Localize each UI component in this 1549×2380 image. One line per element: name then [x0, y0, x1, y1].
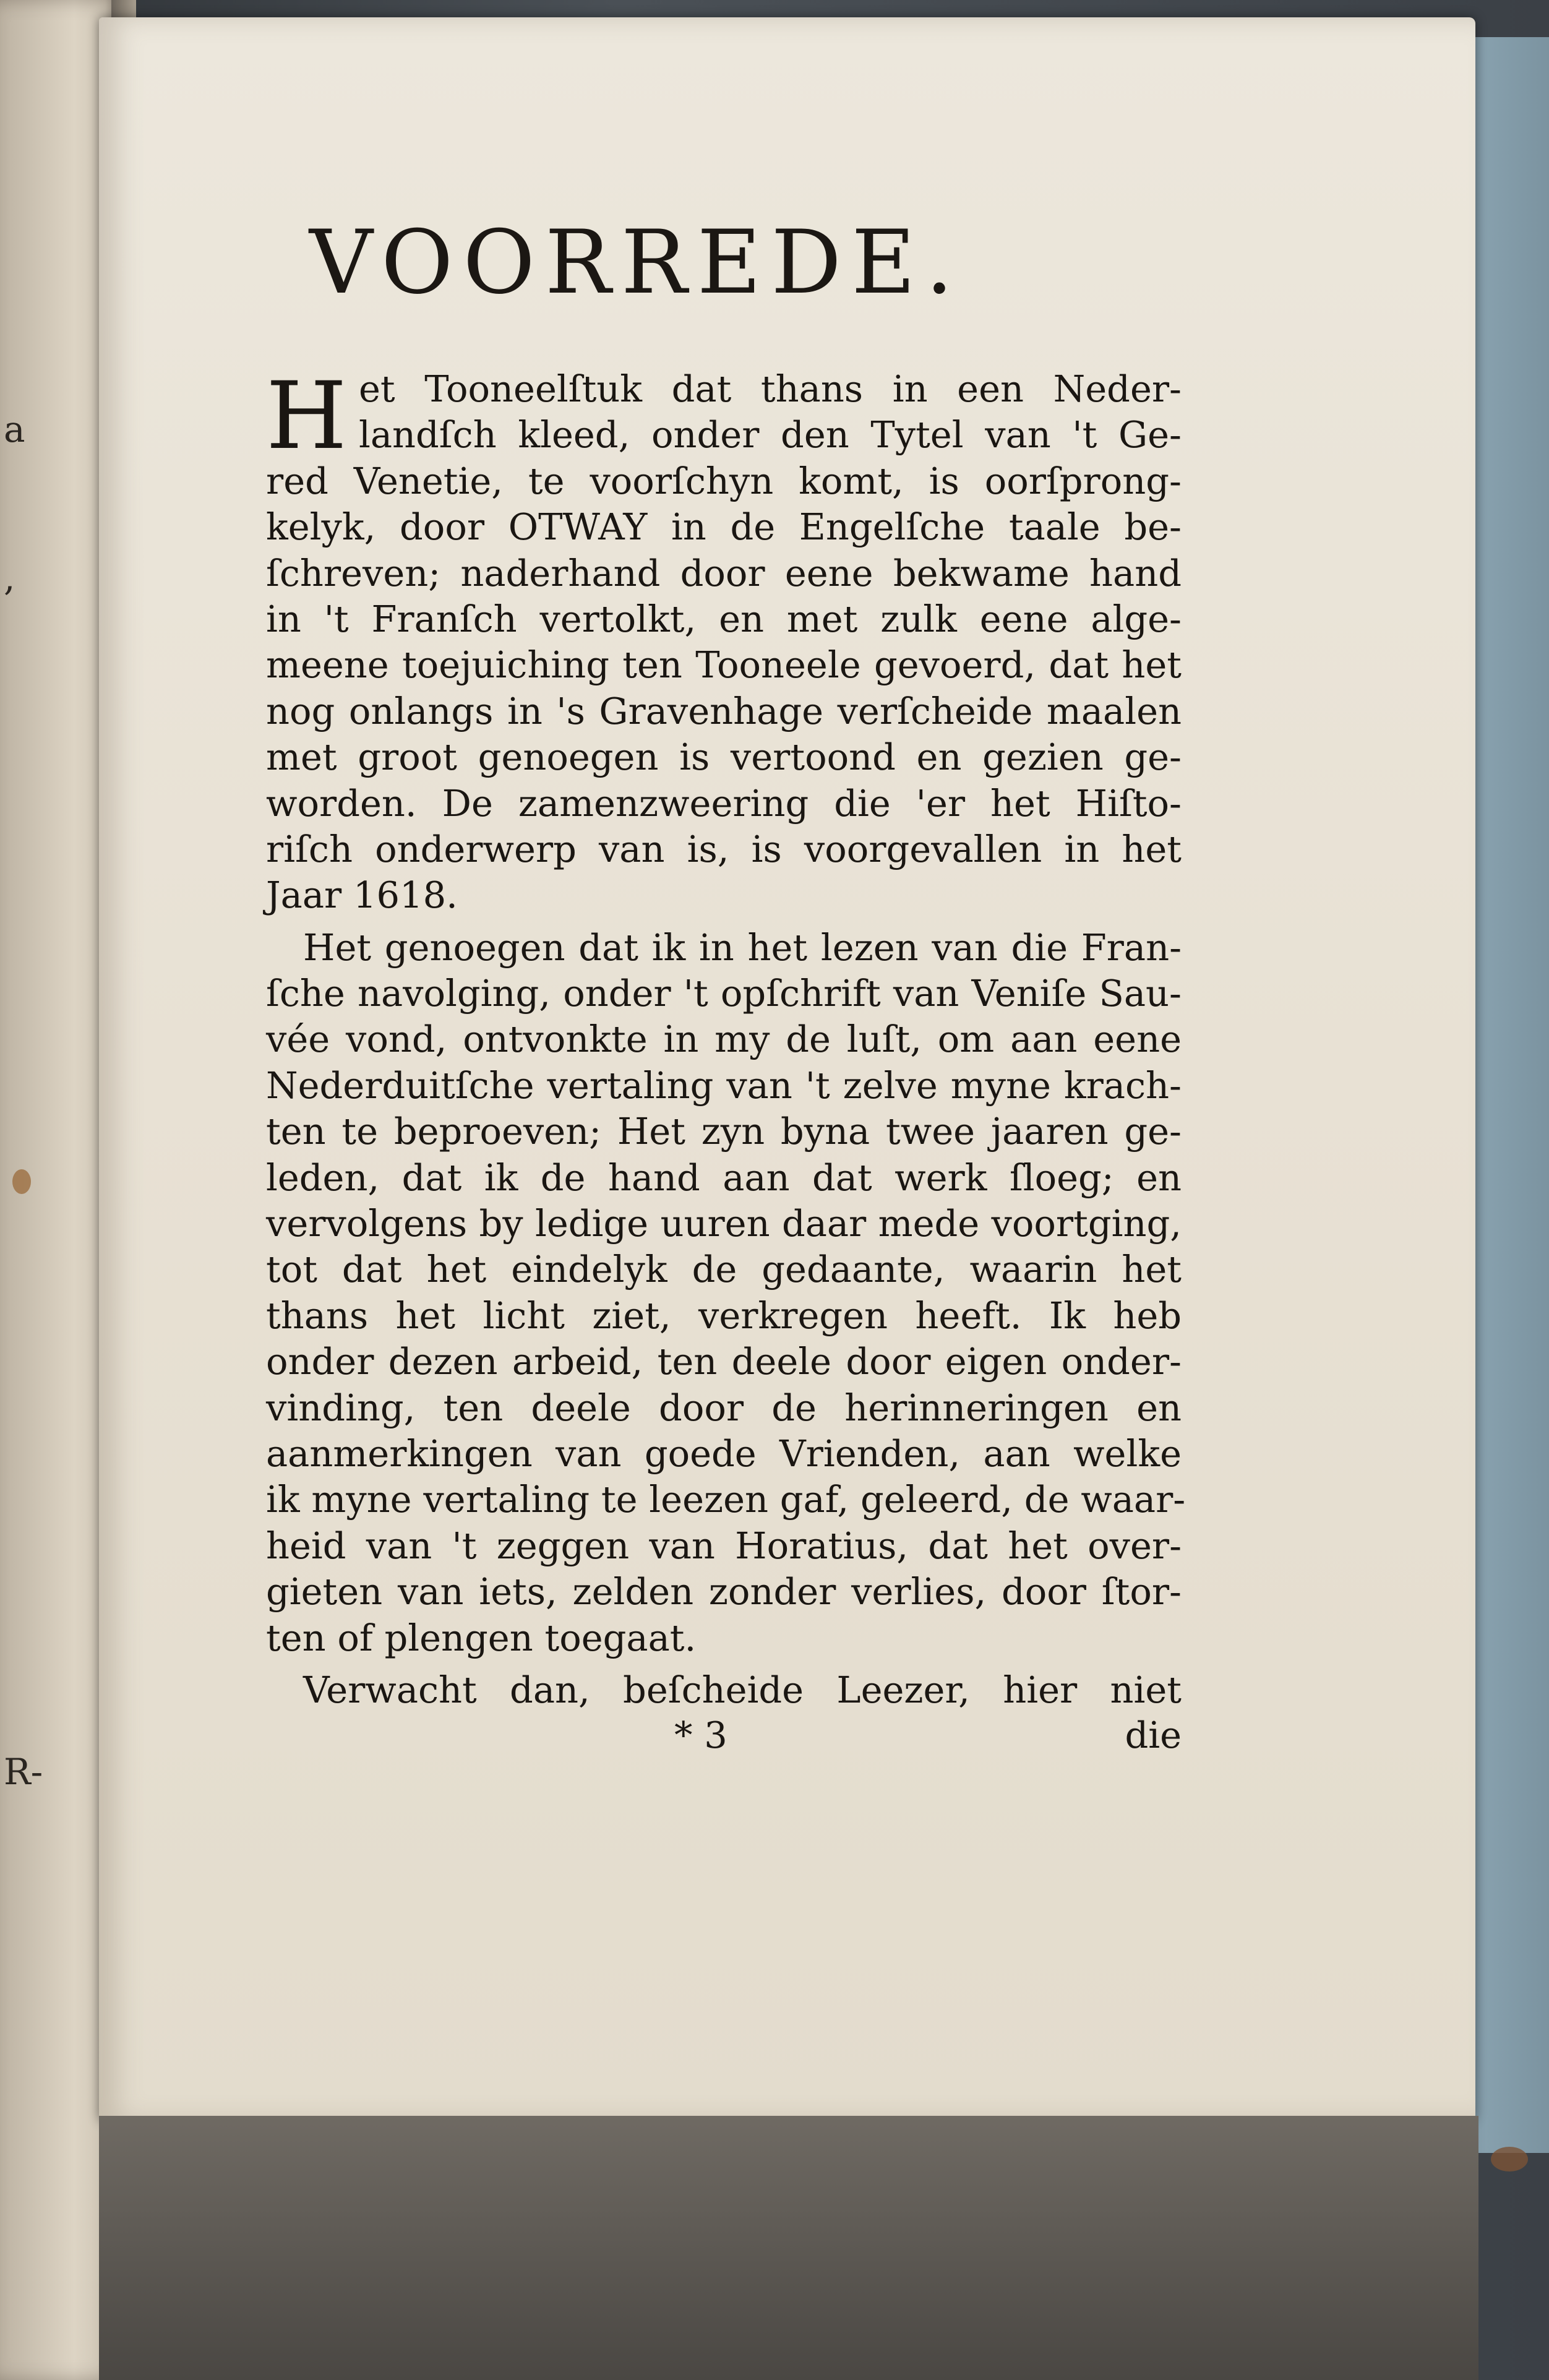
text-line: Jaar 1618.	[266, 874, 458, 917]
text-line: Nederduitſche vertaling van 't zelve myne krach-	[266, 1063, 1182, 1107]
left-page-fragment-1: a	[4, 408, 25, 450]
paragraph-2	[266, 925, 1186, 1661]
text-line: kelyk, door OTWAY in de Engelſche taale be-	[266, 505, 1182, 549]
text-line: onder dezen arbeid, ten deele door eigen onder-	[266, 1340, 1182, 1383]
text-line: ten of plengen toegaat.	[266, 1616, 697, 1659]
text-line: gieten van iets, zelden zonder verlies, door ſtor-	[266, 1570, 1182, 1613]
catchword: die	[1125, 1714, 1182, 1756]
cover-stain	[1491, 2147, 1528, 2172]
left-page-fragment-3: R-	[4, 1751, 43, 1793]
table-surface	[99, 2116, 1478, 2380]
signature-mark: * 3	[674, 1714, 727, 1756]
left-page-fragment-2: ,	[4, 557, 15, 599]
text-line: meene toejuiching ten Tooneele gevoerd, dat het	[266, 643, 1182, 687]
text-line: riſch onderwerp van is, is voorgevallen in het	[266, 827, 1182, 870]
text-line: leden, dat ik de hand aan dat werk ſloeg; en	[266, 1156, 1182, 1199]
text-line: nog onlangs in 's Gravenhage verſcheide maalen	[266, 689, 1182, 732]
text-line: et Tooneelſtuk dat thans in een Neder-	[359, 367, 1182, 410]
text-line: tot dat het eindelyk de gedaante, waarin het	[266, 1248, 1182, 1291]
text-line: in 't Franſch vertolkt, en met zulk eene alge-	[266, 597, 1182, 640]
text-line: thans het licht ziet, verkregen heeft. Ik heb	[266, 1294, 1182, 1337]
text-line: red Venetie, te voorſchyn komt, is oorſprong-	[266, 459, 1182, 502]
text-line: met groot genoegen is vertoond en gezien ge-	[266, 736, 1182, 779]
paragraph-3	[266, 1667, 1182, 1713]
text-line: heid van 't zeggen van Horatius, dat het over-	[266, 1524, 1182, 1567]
text-line: Verwacht dan, beſcheide Leezer, hier niet	[303, 1668, 1182, 1711]
preface-text	[266, 363, 1186, 1713]
page-title: VOORREDE.	[309, 212, 964, 314]
text-line: worden. De zamenzweering die 'er het Hiſto-	[266, 781, 1182, 825]
text-line: vervolgens by ledige uuren daar mede voortging,	[266, 1202, 1182, 1245]
text-line: vée vond, ontvonkte in my de luſt, om aan eene	[266, 1018, 1182, 1061]
text-line: Het genoegen dat ik in het lezen van die Fran-	[303, 926, 1182, 969]
paper-stain	[12, 1169, 31, 1194]
text-line: vinding, ten deele door de herinneringen en	[266, 1386, 1182, 1429]
drop-capital: H	[266, 363, 347, 470]
paragraph-1	[266, 363, 1182, 919]
text-line: landſch kleed, onder den Tytel van 't Ge-	[359, 413, 1182, 457]
text-line: ik myne vertaling te leezen gaf, geleerd, de waar-	[266, 1478, 1186, 1521]
page-footer	[266, 1714, 1182, 1763]
text-line: ſche navolging, onder 't opſchrift van Veniſe Sau-	[266, 972, 1182, 1015]
text-line: aanmerkingen van goede Vrienden, aan welke	[266, 1432, 1182, 1475]
text-line: ten te beproeven; Het zyn byna twee jaaren ge-	[266, 1110, 1182, 1153]
text-line: ſchreven; naderhand door eene bekwame hand	[266, 551, 1182, 595]
